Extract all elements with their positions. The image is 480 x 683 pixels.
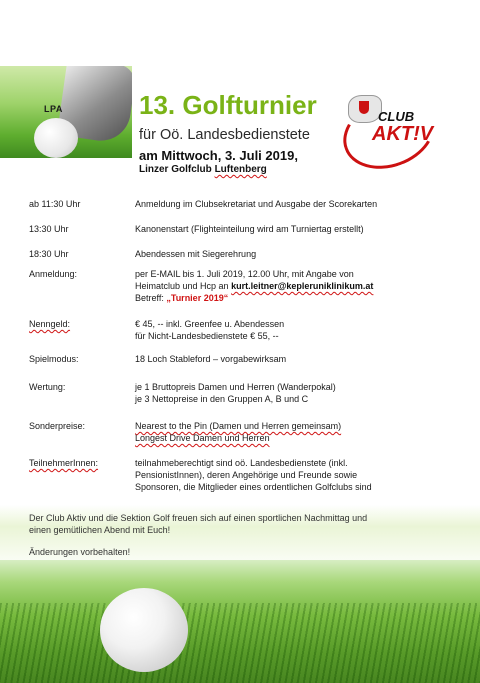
golf-ball-icon bbox=[100, 588, 188, 672]
registration-line-prefix: Heimatclub und Hcp an bbox=[135, 281, 232, 291]
footer-grass-image bbox=[0, 560, 480, 683]
event-date: am Mittwoch, 3. Juli 2019, bbox=[139, 148, 298, 163]
schedule-text: Anmeldung im Clubsekretariat und Ausgabe der Scorekarten bbox=[135, 199, 378, 209]
detail-text: teilnahmeberechtigt sind oö. Landesbedienstete (inkl. bbox=[135, 458, 348, 468]
grass-texture bbox=[0, 603, 480, 683]
registration-email-link[interactable]: kurt.leitner@kepleruniklinikum.at bbox=[231, 281, 374, 291]
venue-name: Luftenberg bbox=[214, 164, 267, 175]
page-subtitle: für Oö. Landesbedienstete bbox=[139, 127, 310, 143]
detail-text: je 1 Bruttopreis Damen und Herren (Wanderpokal) bbox=[135, 382, 336, 392]
schedule-time: ab 11:30 Uhr bbox=[29, 199, 81, 209]
schedule-text: Abendessen mit Siegerehrung bbox=[135, 249, 257, 259]
club-aktiv-logo bbox=[342, 95, 434, 163]
detail-text: für Nicht-Landesbedienstete € 55, -- bbox=[135, 331, 279, 341]
detail-text: je 3 Nettopreise in den Gruppen A, B und C bbox=[135, 394, 309, 404]
venue-prefix: Linzer Golfclub bbox=[139, 164, 215, 175]
detail-label: Sonderpreise: bbox=[29, 421, 86, 431]
schedule-time: 18:30 Uhr bbox=[29, 249, 69, 259]
detail-label: Wertung: bbox=[29, 382, 66, 392]
detail-label: TeilnehmerInnen: bbox=[29, 458, 99, 468]
detail-text: € 45, -- inkl. Greenfee u. Abendessen bbox=[135, 319, 285, 329]
footer-text: einen gemütlichen Abend mit Euch! bbox=[29, 525, 171, 535]
registration-label: Anmeldung: bbox=[29, 269, 78, 279]
logo-club-text: CLUB bbox=[378, 109, 415, 124]
registration-subject: „Turnier 2019“ bbox=[166, 293, 229, 303]
detail-text: Longest Drive Damen und Herren bbox=[135, 433, 270, 443]
detail-label: Spielmodus: bbox=[29, 354, 79, 364]
schedule-text: Kanonenstart (Flighteinteilung wird am Turniertag erstellt) bbox=[135, 224, 364, 234]
golf-ball-icon bbox=[34, 118, 78, 158]
registration-line bbox=[135, 292, 455, 304]
logo-crest-icon bbox=[359, 101, 369, 114]
schedule-time: 13:30 Uhr bbox=[29, 224, 69, 234]
page-title: 13. Golfturnier bbox=[139, 90, 317, 120]
detail-label: Nenngeld: bbox=[29, 319, 71, 329]
detail-text: PensionistInnen), deren Angehörige und Freunde sowie bbox=[135, 470, 358, 480]
detail-text: Sponsoren, die Mitglieder eines ordentlichen Golfclubs sind bbox=[135, 482, 372, 492]
logo-map-icon bbox=[348, 95, 382, 123]
footer-note: Änderungen vorbehalten! bbox=[29, 547, 131, 557]
header-golf-image bbox=[0, 66, 132, 158]
logo-aktiv-text: AKT!V bbox=[372, 123, 434, 145]
registration-line bbox=[135, 280, 455, 292]
header-image-text: LPA bbox=[44, 104, 63, 114]
subject-prefix: Betreff: bbox=[135, 293, 167, 303]
detail-text: Nearest to the Pin (Damen und Herren gemeinsam) bbox=[135, 421, 342, 431]
registration-line: per E-MAIL bis 1. Juli 2019, 12.00 Uhr, mit Angabe von bbox=[135, 269, 354, 279]
event-venue bbox=[139, 164, 267, 175]
footer-text: Der Club Aktiv und die Sektion Golf freuen sich auf einen sportlichen Nachmittag und bbox=[29, 513, 368, 523]
detail-text: 18 Loch Stableford – vorgabewirksam bbox=[135, 354, 287, 364]
